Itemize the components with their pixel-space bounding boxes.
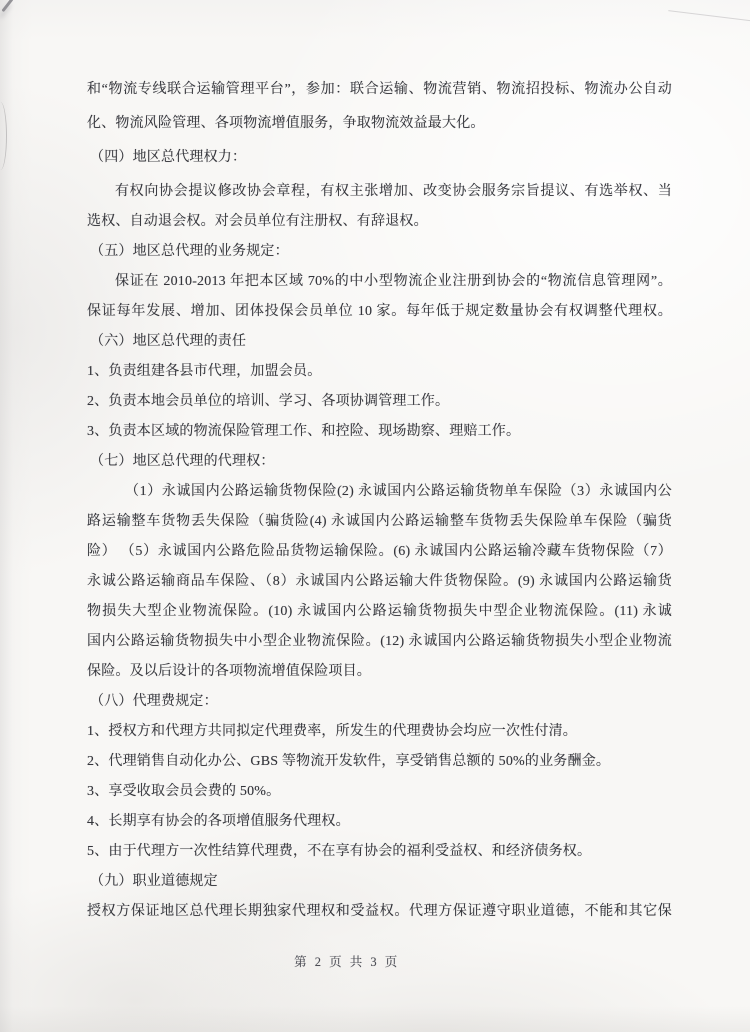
document-line: 化、物流风险管理、各项物流增值服务，争取物流效益最大化。	[87, 116, 485, 131]
document-line: 有权向协会提议修改协会章程，有权主张增加、改变协会服务宗旨提议、有选举权、当	[115, 184, 672, 199]
document-line: 2、代理销售自动化办公、GBS 等物流开发软件，享受销售总额的 50%的业务酬金。	[87, 754, 611, 769]
document-line: （六）地区总代理的责任	[90, 334, 247, 349]
document-line: （1）永诚国内公路运输货物保险(2) 永诚国内公路运输货物单车保险（3）永诚国内公	[125, 484, 672, 499]
document-line: 物损失大型企业物流保险。(10) 永诚国内公路运输货物损失中型企业物流保险。(11) 永诚	[87, 604, 672, 619]
page-number-label: 第 2 页 共 3 页	[294, 955, 400, 969]
document-line: 保证每年发展、增加、团体投保会员单位 10 家。每年低于规定数量协会有权调整代理权。	[87, 304, 672, 319]
document-line: （九）职业道德规定	[90, 874, 218, 889]
document-line: （七）地区总代理的代理权：	[90, 454, 275, 469]
document-line: 2、负责本地会员单位的培训、学习、各项协调管理工作。	[87, 394, 450, 409]
document-line: 国内公路运输货物损失中小型企业物流保险。(12) 永诚国内公路运输货物损失小型企业物流	[87, 634, 672, 649]
document-line: 授权方保证地区总代理长期独家代理权和受益权。代理方保证遵守职业道德，不能和其它保	[87, 904, 672, 919]
document-line: （五）地区总代理的业务规定：	[90, 244, 289, 259]
scan-artifact-corner-mark	[1, 0, 13, 12]
document-line: 选权、自动退会权。对会员单位有注册权、有辞退权。	[87, 214, 428, 229]
scan-artifact-edge-crease	[0, 102, 7, 170]
document-line: 路运输整车货物丢失保险（骗货险(4) 永诚国内公路运输整车货物丢失保险单车保险（骗货	[87, 514, 672, 529]
document-line: 4、长期享有协会的各项增值服务代理权。	[87, 814, 350, 829]
document-line: （四）地区总代理权力：	[90, 150, 247, 165]
document-line: 1、负责组建各县市代理，加盟会员。	[87, 364, 322, 379]
document-line: 1、授权方和代理方共同拟定代理费率，所发生的代理费协会均应一次性付清。	[87, 724, 577, 739]
document-body	[87, 75, 672, 927]
document-line: 5、由于代理方一次性结算代理费，不在享有协会的福利受益权、和经济债务权。	[87, 844, 592, 859]
scan-artifact-topright-line	[668, 10, 750, 23]
document-line: 险） （5）永诚国内公路危险品货物运输保险。(6) 永诚国内公路运输冷藏车货物保险（7）	[87, 544, 672, 559]
document-line: 保险。及以后设计的各项物流增值保险项目。	[87, 664, 371, 679]
document-line: 永诚公路运输商品车保险、（8）永诚国内公路运输大件货物保险。(9) 永诚国内公路运输货	[87, 574, 672, 589]
page-footer	[0, 952, 694, 970]
document-line: （八）代理费规定：	[90, 694, 218, 709]
document-line: 保证在 2010-2013 年把本区域 70%的中小型物流企业注册到协会的“物流信息管理网”。	[115, 274, 672, 289]
document-line: 和“物流专线联合运输管理平台”，参加：联合运输、物流营销、物流招投标、物流办公自动	[87, 82, 672, 97]
document-line: 3、负责本区域的物流保险管理工作、和控险、现场勘察、理赔工作。	[87, 424, 521, 439]
document-line: 3、享受收取会员会费的 50%。	[87, 784, 281, 799]
